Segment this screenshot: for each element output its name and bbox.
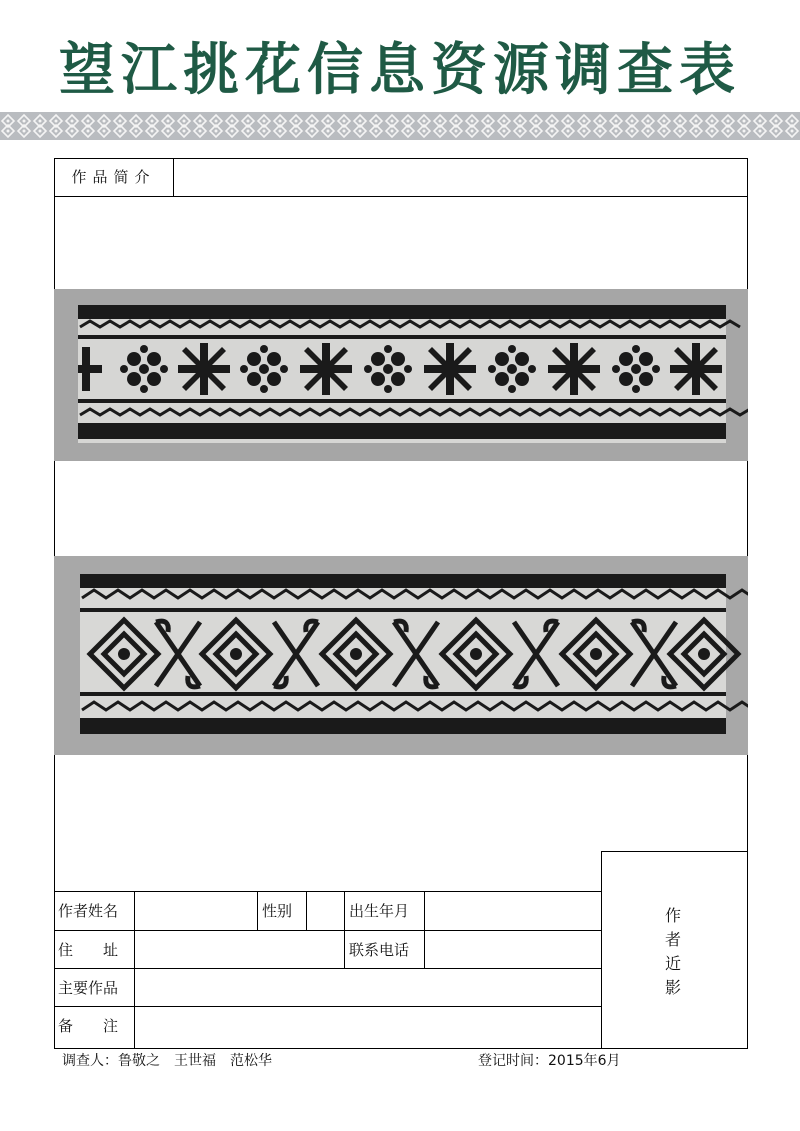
author-name-label: 作者姓名 bbox=[54, 891, 135, 930]
remarks-field[interactable] bbox=[135, 1006, 602, 1049]
address-field[interactable] bbox=[135, 930, 345, 968]
author-portrait-box[interactable] bbox=[601, 851, 748, 1049]
phone-label: 联系电话 bbox=[345, 930, 425, 968]
intro-label: 作品简介 bbox=[54, 158, 174, 196]
embroidery-photo-2 bbox=[54, 556, 748, 755]
page-title: 望江挑花信息资源调查表 bbox=[59, 37, 741, 103]
gender-field[interactable] bbox=[307, 891, 345, 930]
works-label: 主要作品 bbox=[54, 968, 135, 1006]
birth-label: 出生年月 bbox=[345, 891, 425, 930]
portrait-label: 作者近影 bbox=[664, 906, 681, 997]
investigators-line: 调查人：鲁敬之 王世福 范松华 bbox=[62, 1053, 272, 1069]
address-label: 住 址 bbox=[54, 930, 135, 968]
decorative-pattern-band bbox=[0, 112, 800, 140]
embroidery-photo-1 bbox=[54, 289, 748, 461]
intro-row bbox=[54, 158, 748, 197]
birth-field[interactable] bbox=[425, 891, 602, 930]
phone-field[interactable] bbox=[425, 930, 602, 968]
intro-value bbox=[180, 158, 740, 196]
author-info-table bbox=[54, 891, 602, 1049]
works-field[interactable] bbox=[135, 968, 602, 1006]
gender-label: 性别 bbox=[258, 891, 307, 930]
registration-date: 登记时间：2015年6月 bbox=[478, 1053, 621, 1069]
author-name-field[interactable] bbox=[135, 891, 258, 930]
remarks-label: 备 注 bbox=[54, 1006, 135, 1049]
